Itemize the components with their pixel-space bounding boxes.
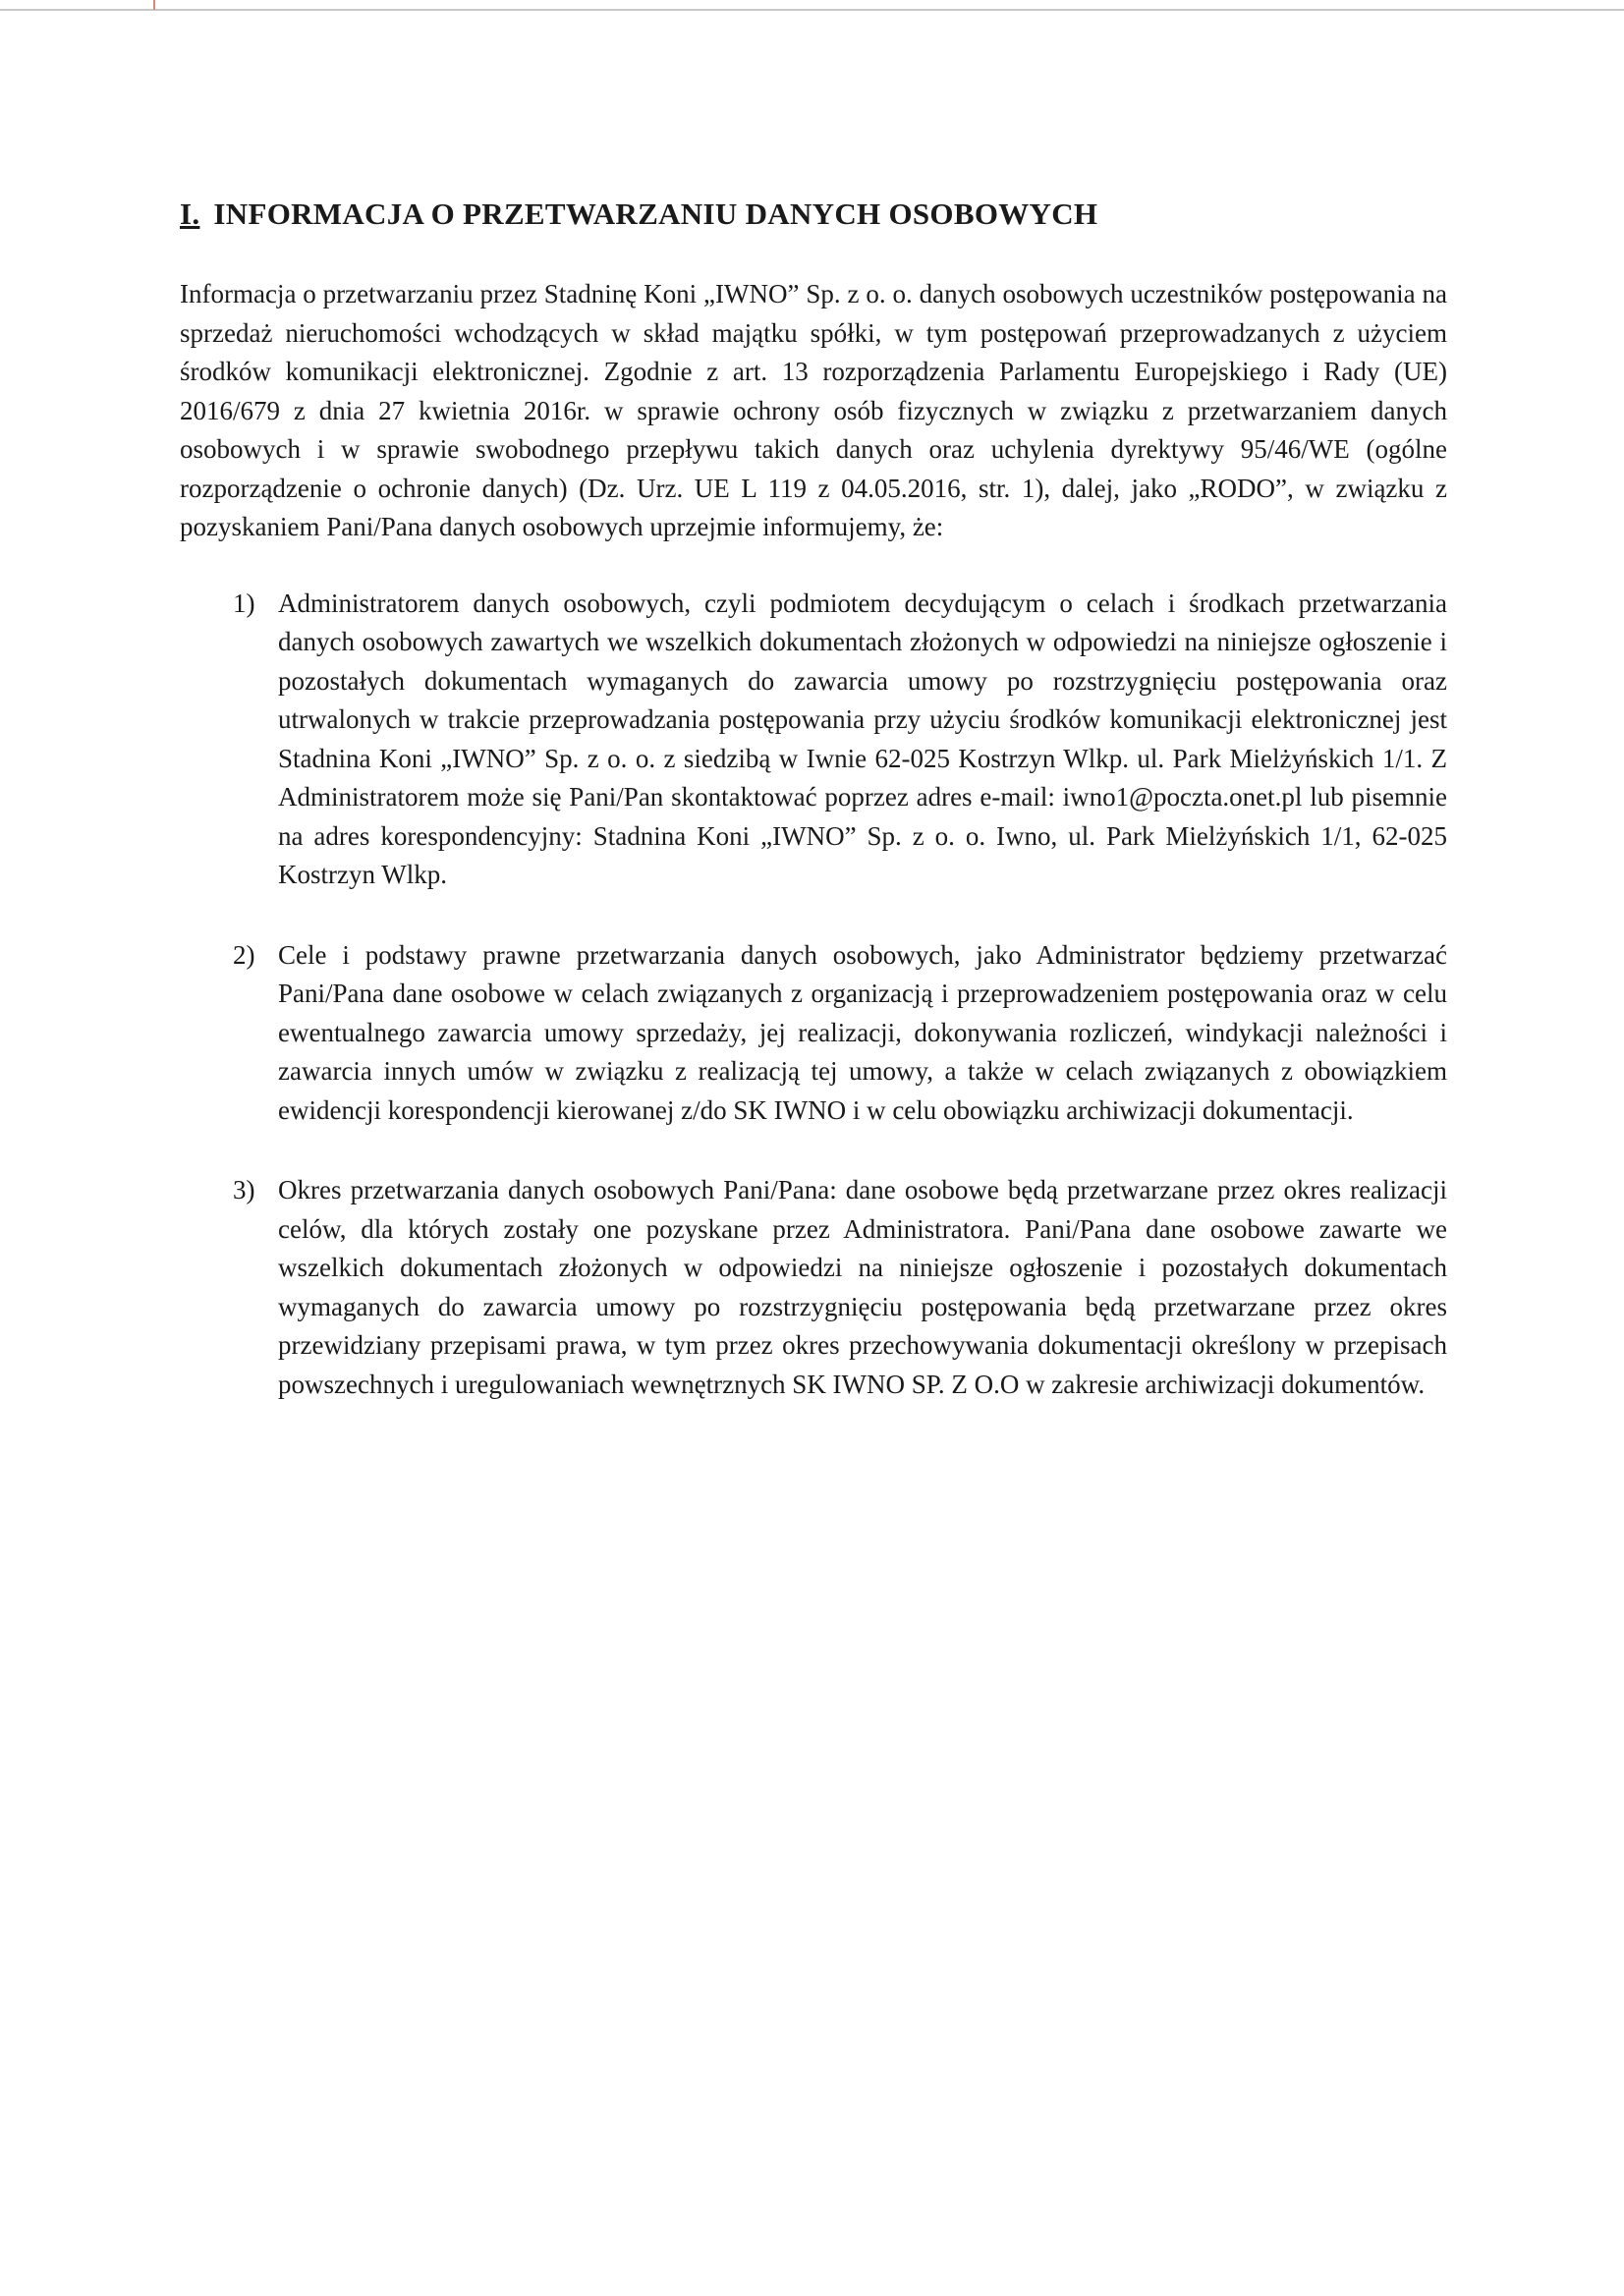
- list-item-2: [180, 936, 1447, 1131]
- list-item-3: [180, 1171, 1447, 1404]
- list-item-text: Cele i podstawy prawne przetwarzania danych osobowych, jako Administrator będziemy przetwarzać Pani/Pana dane osobowe w celach związanych z organizacją i przeprowadzeniem postępowania oraz w celu ewentualnego zawarcia umowy sprzedaży, jej realizacji, dokonywania rozliczeń, windykacji należności i zawarcia innych umów w związku z realizacją tej umowy, a także w celach związanych z obowiązkiem ewidencji korespondencji kierowanej z/do SK IWNO i w celu obowiązku archiwizacji dokumentacji.: [278, 939, 1447, 1125]
- list-item-number: 3): [233, 1175, 255, 1204]
- scan-edge-line: [0, 9, 1624, 11]
- section-heading: [180, 196, 1447, 232]
- list-item-1: [180, 585, 1447, 895]
- list-item-number: 2): [233, 939, 255, 970]
- list-item-number: 1): [233, 588, 255, 618]
- list-item-text: Okres przetwarzania danych osobowych Pani/Pana: dane osobowe będą przetwarzane przez okres realizacji celów, dla których zostały one pozyskane przez Administratora. Pani/Pana dane osobowe zawarte we wszelkich dokumentach złożonych w odpowiedzi na niniejsze ogłoszenie i pozostałych dokumentach wymaganych do zawarcia umowy po rozstrzygnięciu postępowania będą przetwarzane przez okres przewidziany przepisami prawa, w tym przez okres przechowywania dokumentacji określony w przepisach powszechnych i uregulowaniach wewnętrznych SK IWNO SP. Z O.O w zakresie archiwizacji dokumentów.: [278, 1175, 1447, 1399]
- list-item-text: Administratorem danych osobowych, czyli podmiotem decydującym o celach i środkach przetwarzania danych osobowych zawartych we wszelkich dokumentach złożonych w odpowiedzi na niniejsze ogłoszenie i pozostałych dokumentach wymaganych do zawarcia umowy po rozstrzygnięciu postępowania oraz utrwalonych w trakcie przeprowadzania postępowania przy użyciu środków komunikacji elektronicznej jest Stadnina Koni „IWNO” Sp. z o. o. z siedzibą w Iwnie 62-025 Kostrzyn Wlkp. ul. Park Mielżyńskich 1/1. Z Administratorem może się Pani/Pan skontaktować poprzez adres e-mail: iwno1@poczta.onet.pl lub pisemnie na adres korespondencyjny: Stadnina Koni „IWNO” Sp. z o. o. Iwno, ul. Park Mielżyńskich 1/1, 62-025 Kostrzyn Wlkp.: [278, 588, 1447, 889]
- numbered-list: [180, 585, 1447, 1405]
- intro-paragraph: Informacja o przetwarzaniu przez Stadninę Koni „IWNO” Sp. z o. o. danych osobowych uczestników postępowania na sprzedaż nieruchomości wchodzących w skład majątku spółki, w tym postępowań przeprowadzanych z użyciem środków komunikacji elektronicznej. Zgodnie z art. 13 rozporządzenia Parlamentu Europejskiego i Rady (UE) 2016/679 z dnia 27 kwietnia 2016r. w sprawie ochrony osób fizycznych w związku z przetwarzaniem danych osobowych i w sprawie swobodnego przepływu takich danych oraz uchylenia dyrektywy 95/46/WE (ogólne rozporządzenie o ochronie danych) (Dz. Urz. UE L 119 z 04.05.2016, str. 1), dalej, jako „RODO”, w związku z pozyskaniem Pani/Pana danych osobowych uprzejmie informujemy, że:: [180, 279, 1447, 541]
- section-number: I.: [180, 196, 200, 231]
- scan-edge-mark: [153, 0, 155, 10]
- document-page: [180, 196, 1447, 1445]
- section-title: INFORMACJA O PRZETWARZANIU DANYCH OSOBOWYCH: [213, 196, 1098, 231]
